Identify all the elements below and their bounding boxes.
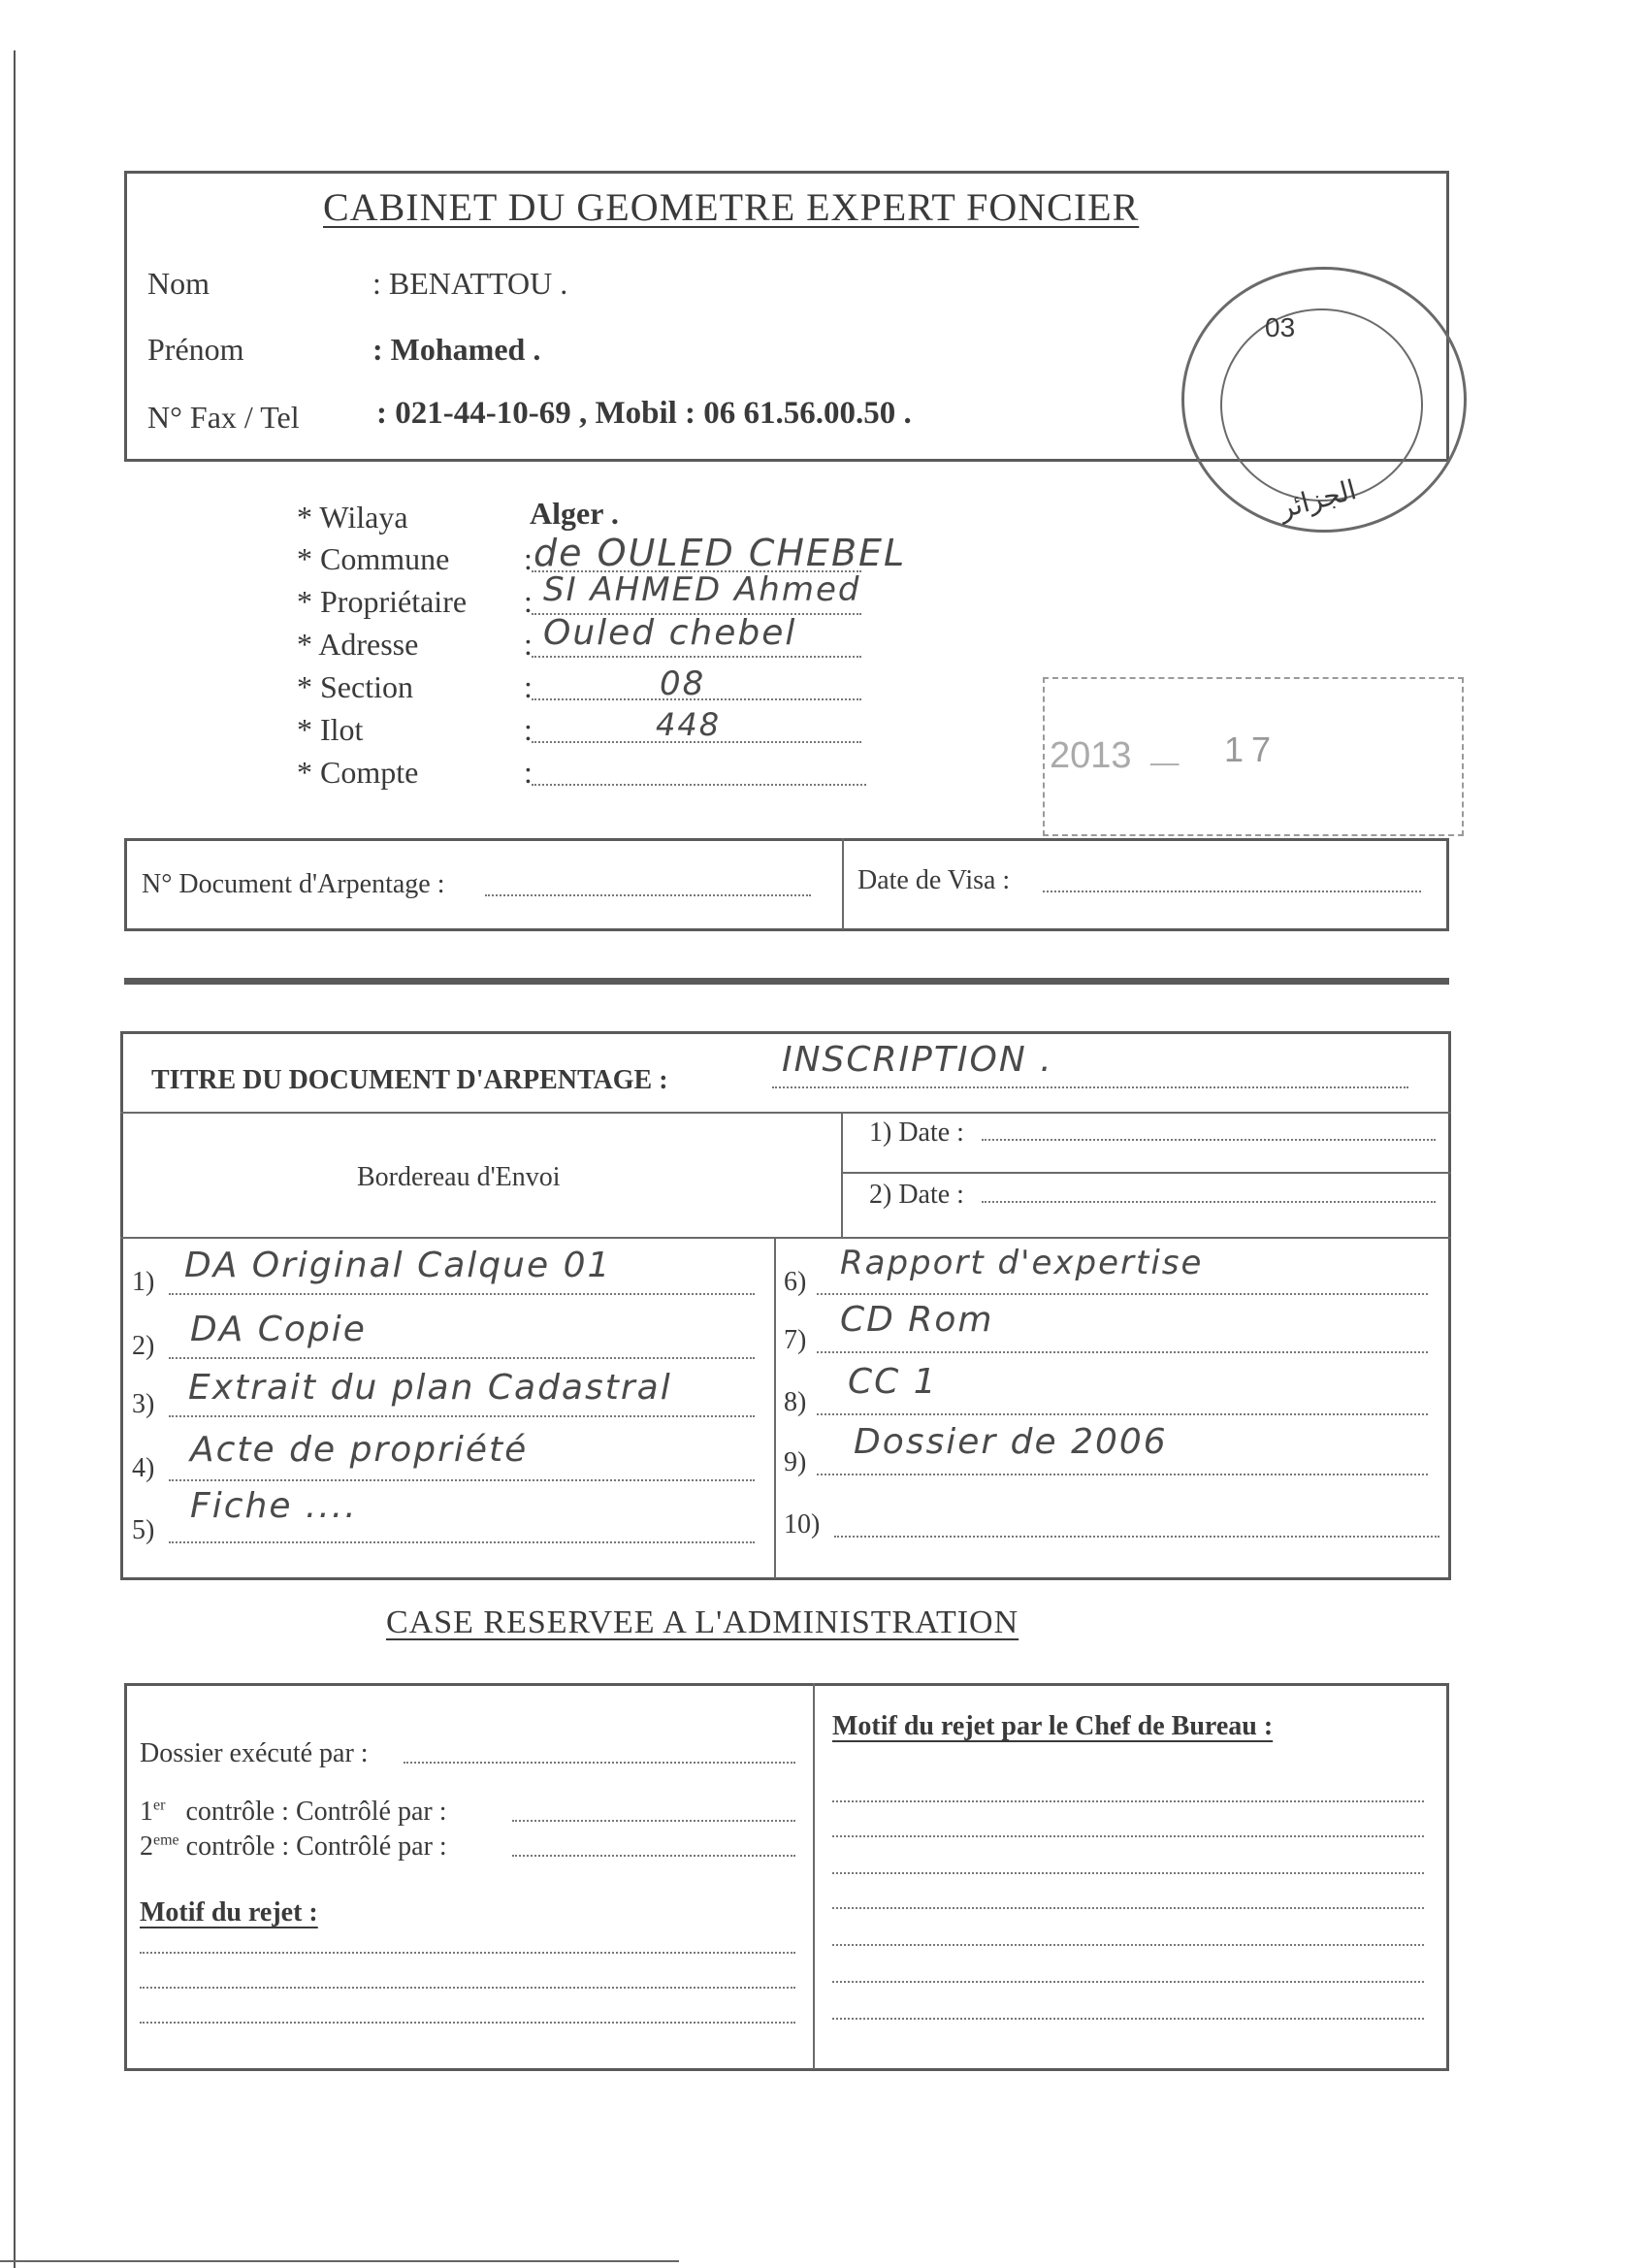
label-proprietaire: * Propriétaire — [297, 584, 468, 619]
item-value-3[interactable]: Extrait du plan Cadastral — [188, 1368, 672, 1408]
item-num-2: 2) — [132, 1331, 155, 1361]
titre-document-line — [772, 1086, 1408, 1088]
label-date-1: 1) Date : — [869, 1118, 964, 1148]
date-stamp-day: 17 — [1224, 729, 1279, 769]
item-num-1: 1) — [132, 1267, 155, 1297]
chef-line-3[interactable] — [832, 1872, 1424, 1874]
label-wilaya: * Wilaya — [297, 500, 408, 535]
item-value-5[interactable]: Fiche .... — [190, 1486, 358, 1526]
value-adresse[interactable]: Ouled chebel — [543, 613, 797, 653]
motif-rejet-line-2[interactable] — [140, 1987, 795, 1989]
label-dossier-execute: Dossier exécuté par : — [140, 1738, 369, 1768]
item-line-2 — [169, 1357, 755, 1359]
controle-1-text: contrôle : Contrôlé par : — [185, 1797, 447, 1827]
chef-line-6[interactable] — [832, 1981, 1424, 1983]
date-2-line[interactable] — [982, 1201, 1436, 1203]
item-num-7: 7) — [784, 1325, 807, 1355]
label-prenom: Prénom — [147, 332, 244, 367]
value-commune[interactable]: de OULED CHEBEL — [534, 532, 907, 574]
date-stamp-year: 2013 — [1050, 735, 1132, 776]
item-line-5 — [169, 1541, 755, 1543]
colon: : — [524, 627, 533, 662]
item-num-4: 4) — [132, 1453, 155, 1483]
label-motif-chef-bureau: Motif du rejet par le Chef de Bureau : — [832, 1711, 1274, 1741]
item-value-7[interactable]: CD Rom — [840, 1300, 994, 1340]
compte-line[interactable] — [532, 784, 866, 786]
page-bottom-line — [0, 2260, 679, 2262]
controle-1-num: 1 — [140, 1797, 153, 1827]
document-box-divider — [842, 838, 844, 929]
date-visa-line[interactable] — [1043, 891, 1421, 892]
label-date-2: 2) Date : — [869, 1180, 964, 1210]
item-line-7 — [817, 1351, 1428, 1353]
value-wilaya: Alger . — [530, 496, 619, 531]
bordereau-divider — [841, 1112, 843, 1238]
label-date-visa: Date de Visa : — [857, 865, 1011, 895]
controle-2-line[interactable] — [512, 1855, 795, 1857]
numero-document-line[interactable] — [485, 894, 811, 896]
item-value-6[interactable]: Rapport d'expertise — [840, 1244, 1204, 1282]
page-edge-line — [14, 50, 16, 2268]
date-stamp-month-mark: ـــــ — [1150, 749, 1180, 770]
admin-title: CASE RESERVEE A L'ADMINISTRATION — [386, 1604, 1019, 1640]
stamp-text: الجزائر — [1276, 473, 1360, 525]
label-controle-1 — [140, 1797, 446, 1828]
item-value-9[interactable]: Dossier de 2006 — [854, 1422, 1168, 1462]
label-fax-tel: N° Fax / Tel — [147, 400, 300, 435]
label-numero-document: N° Document d'Arpentage : — [142, 869, 445, 899]
header-title: CABINET DU GEOMETRE EXPERT FONCIER — [323, 185, 1140, 229]
controle-1-line[interactable] — [512, 1820, 795, 1822]
item-num-5: 5) — [132, 1515, 155, 1545]
chef-line-1[interactable] — [832, 1800, 1424, 1802]
label-titre-document: TITRE DU DOCUMENT D'ARPENTAGE : — [151, 1065, 668, 1095]
colon: : — [524, 584, 533, 619]
chef-line-4[interactable] — [832, 1907, 1424, 1909]
item-line-8 — [817, 1413, 1428, 1415]
colon: : — [524, 669, 533, 704]
label-controle-2 — [140, 1831, 447, 1863]
items-divider — [774, 1237, 776, 1578]
label-nom: Nom — [147, 266, 210, 301]
label-ilot: * Ilot — [297, 712, 364, 747]
item-line-3 — [169, 1415, 755, 1417]
value-proprietaire[interactable]: SI AHMED Ahmed — [543, 570, 861, 609]
label-compte: * Compte — [297, 755, 419, 790]
official-stamp-inner — [1220, 308, 1423, 502]
item-num-3: 3) — [132, 1389, 155, 1419]
item-line-1 — [169, 1293, 755, 1295]
chef-line-5[interactable] — [832, 1944, 1424, 1946]
dossier-execute-line[interactable] — [404, 1762, 795, 1764]
title-row-divider — [120, 1112, 1451, 1114]
label-motif-rejet: Motif du rejet : — [140, 1897, 318, 1928]
admin-box-divider — [813, 1683, 815, 2069]
label-bordereau: Bordereau d'Envoi — [357, 1162, 561, 1192]
stamp-number: 03 — [1265, 312, 1296, 342]
value-fax-tel: : 021-44-10-69 , Mobil : 06 61.56.00.50 . — [376, 396, 912, 431]
section-separator — [124, 978, 1449, 985]
item-line-9 — [817, 1474, 1428, 1475]
item-value-8[interactable]: CC 1 — [848, 1362, 938, 1402]
controle-2-num: 2 — [140, 1831, 153, 1862]
item-num-9: 9) — [784, 1447, 807, 1477]
colon: : — [524, 541, 533, 576]
item-value-4[interactable]: Acte de propriété — [190, 1430, 529, 1470]
value-ilot[interactable]: 448 — [656, 706, 722, 743]
controle-2-text: contrôle : Contrôlé par : — [185, 1831, 447, 1862]
item-line-6 — [817, 1293, 1428, 1295]
colon: : — [524, 755, 533, 790]
item-num-8: 8) — [784, 1387, 807, 1417]
item-value-1[interactable]: DA Original Calque 01 — [184, 1246, 612, 1285]
value-nom: : BENATTOU . — [372, 266, 568, 301]
colon: : — [524, 712, 533, 747]
adresse-line — [532, 656, 861, 658]
value-titre-document[interactable]: INSCRIPTION . — [782, 1040, 1053, 1080]
item-line-10[interactable] — [834, 1536, 1439, 1538]
value-section[interactable]: 08 — [660, 664, 706, 703]
date-row-divider — [841, 1172, 1451, 1174]
controle-1-sup: er — [153, 1797, 166, 1814]
value-prenom: : Mohamed . — [372, 332, 541, 367]
date-1-line[interactable] — [982, 1139, 1436, 1141]
label-adresse: * Adresse — [297, 627, 419, 662]
item-num-6: 6) — [784, 1267, 807, 1297]
bordereau-row-divider — [120, 1237, 1451, 1239]
item-value-2[interactable]: DA Copie — [190, 1310, 367, 1349]
item-line-4 — [169, 1479, 755, 1481]
chef-line-2[interactable] — [832, 1835, 1424, 1837]
motif-rejet-line-1[interactable] — [140, 1952, 795, 1954]
controle-2-sup: eme — [153, 1831, 179, 1849]
chef-line-7[interactable] — [832, 2018, 1424, 2020]
label-section: * Section — [297, 669, 413, 704]
label-commune: * Commune — [297, 541, 450, 576]
motif-rejet-line-3[interactable] — [140, 2022, 795, 2024]
item-num-10: 10) — [784, 1509, 821, 1539]
